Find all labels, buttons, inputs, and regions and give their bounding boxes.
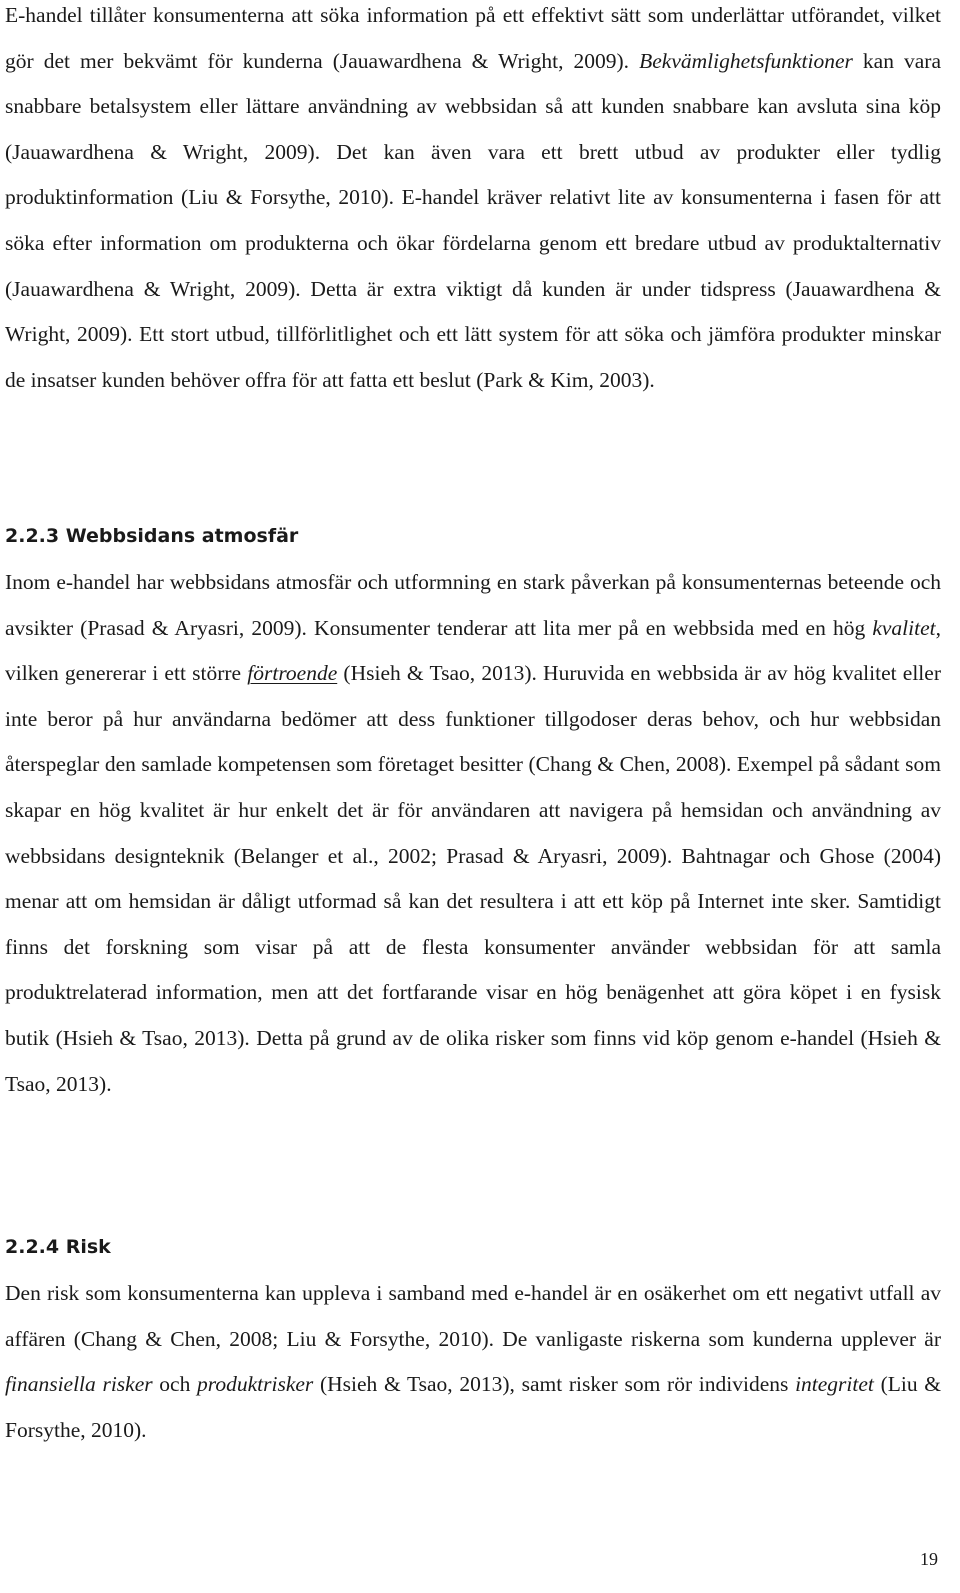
paragraph-risk-text-a: Den risk som konsumenterna kan uppleva i samband med e-handel är en osäkerhet om ett negativt utfall av affären (Chang & Chen, 2008; Liu & Forsythe, 2010). De vanligaste riskerna som kunderna upplever är — [5, 1281, 941, 1351]
section-heading-risk: 2.2.4 Risk — [5, 1236, 111, 1258]
paragraph-intro-sentence-1: E-handel tillåter konsumenterna att söka information på ett effektivt sätt som underlättar utförandet, vilket gör det mer bekvämt för kunderna (Jauawardhena & Wright, 2009). — [5, 3, 941, 73]
emphasis-fortroende: förtroende — [247, 661, 338, 686]
paragraph-intro-text: kan vara snabbare betalsystem eller lättare användning av webbsidan så att kunden snabbare kan avsluta sina köp (Jauawardhena & Wright, 2009). Det kan även vara ett brett utbud av produkter eller tydlig produktinformation (Liu & Forsythe, 2010). E-handel kräver relativt lite av konsumenterna i fasen för att söka efter information om produkterna och ökar fördelarna genom ett bredare utbud av produktalternativ (Jauawardhena & Wright, 2009). Detta är extra viktigt då kunden är under tidspress (Jauawardhena & Wright, 2009). Ett stort utbud, tillförlitlighet och ett lätt system för att söka och jämföra produkter minskar de insatser kunden behöver offra för att fatta ett beslut (Park & Kim, 2003). — [5, 48, 941, 392]
emphasis-finansiella-risker: finansiella risker — [5, 1372, 153, 1397]
emphasis-kvalitet: kvalitet — [872, 615, 936, 640]
emphasis-bekvamlighetsfunktioner: Bekvämlighetsfunktioner — [639, 48, 853, 73]
section-heading-webbsidans-atmosfar: 2.2.3 Webbsidans atmosfär — [5, 525, 299, 547]
paragraph-atmosfar-text-a: Inom e-handel har webbsidans atmosfär och utformning en stark påverkan på konsumenternas beteende och avsikter (Prasad & Aryasri, 2009). Konsumenter tenderar att lita mer på en webbsida med en hög — [5, 570, 941, 640]
paragraph-risk-text-d: (Liu & Forsythe, 2010). — [5, 1372, 942, 1442]
emphasis-produktrisker: produktrisker — [197, 1372, 314, 1397]
paragraph-atmosfar — [5, 560, 941, 1107]
paragraph-risk-text-c: (Hsieh & Tsao, 2013), samt risker som rör individens — [313, 1372, 796, 1397]
page-number: 19 — [920, 1549, 938, 1569]
paragraph-atmosfar-text-c: (Hsieh & Tsao, 2013). Huruvida en webbsida är av hög kvalitet eller inte beror på hur användarna bedömer att dess funktioner tillgodoser deras behov, och hur webbsidan återspeglar den samlade kompetensen som företaget besitter (Chang & Chen, 2008). Exempel på sådant som skapar en hög kvalitet är hur enkelt det är för användaren att navigera på hemsidan och användning av webbsidans designteknik (Belanger et al., 2002; Prasad & Aryasri, 2009). Bahtnagar och Ghose (2004) menar att om hemsidan är dåligt utformad så kan det resultera i att ett köp på Internet inte sker. Samtidigt finns det forskning som visar på att de flesta konsumenter använder webbsidan för att samla produktrelaterad information, men att det fortfarande visar en hög benägenhet att göra köpet i en fysisk butik (Hsieh & Tsao, 2013). Detta på grund av de olika risker som finns vid köp genom e-handel (Hsieh & Tsao, 2013). — [5, 661, 941, 1096]
paragraph-intro — [5, 0, 941, 403]
paragraph-risk — [5, 1271, 941, 1453]
paragraph-risk-text-b: och — [152, 1372, 198, 1397]
paragraph-atmosfar-text-b: , vilken genererar i ett större — [5, 615, 941, 686]
emphasis-integritet: integritet — [795, 1372, 874, 1397]
